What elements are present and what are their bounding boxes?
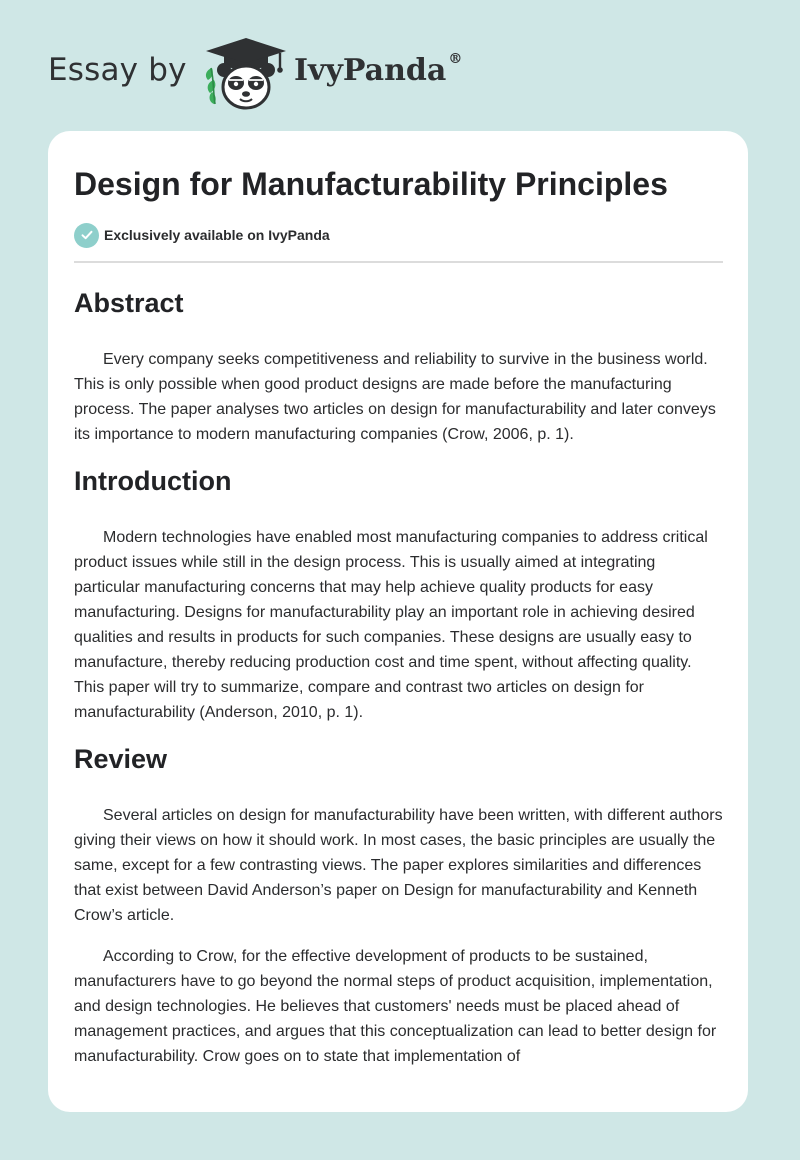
essay-body [74,281,723,1069]
brand-name[interactable]: IvyPanda ® [294,51,463,88]
section-review [74,737,723,1069]
section-heading: Introduction [74,466,232,496]
panda-face-icon [217,63,275,108]
exclusive-badge [74,222,330,248]
check-circle-icon [74,223,99,248]
registered-mark: ® [448,51,463,67]
title-divider [74,261,723,263]
essay-by-label: Essay by [48,52,187,88]
ivypanda-logo-icon[interactable] [200,36,292,112]
section-abstract [74,281,723,447]
exclusive-label: Exclusively available on IvyPanda [104,227,330,243]
paragraph: Several articles on design for manufacturability have been written, with different authors giving their views on how it should work. In most cases, the basic principles are usually the same, except for a few contrasting views. The paper explores similarities and differences that exist between David Anderson’s paper on Design for manufacturability and Kenneth Crow’s article. [74,807,723,924]
page-title: Design for Manufacturability Principles [74,166,668,202]
section-heading: Abstract [74,288,184,318]
paragraph: According to Crow, for the effective development of products to be sustained, manufacturers have to go beyond the normal steps of product acquisition, implementation, and design technologies. He believes that customers' needs must be placed ahead of management practices, and argues that this conceptualization can lead to better design for manufacturability. Crow goes on to state that implementation of [74,948,717,1065]
essay-card [48,131,748,1112]
paragraph: Every company seeks competitiveness and reliability to survive in the business world. This is only possible when good product designs are made before the manufacturing process. The paper analyses two articles on design for manufacturability and later conveys its importance to modern manufacturing companies (Crow, 2006, p. 1). [74,351,716,443]
paragraph: Modern technologies have enabled most manufacturing companies to address critical product issues while still in the design process. This is usually aimed at integrating particular manufacturing concerns that may help achieve quality products for easy manufacturing. Designs for manufacturability play an important role in achieving desired qualities and results in products for such companies. These designs are usually easy to manufacture, thereby reducing production cost and time spent, without affecting quality. This paper will try to summarize, compare and contrast two articles on design for manufacturability (Anderson, 2010, p. 1). [74,529,708,721]
site-header [0,0,800,130]
section-introduction [74,459,723,725]
ivy-leaf-icon [206,68,216,104]
section-heading: Review [74,744,168,774]
